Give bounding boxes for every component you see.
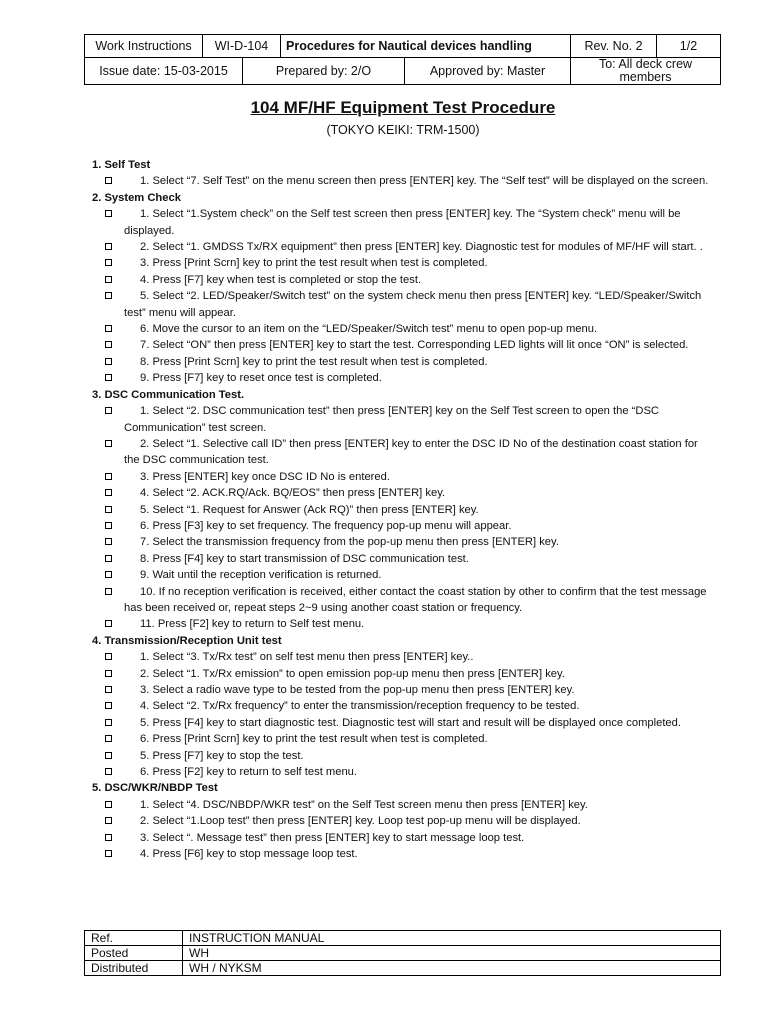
checklist-item xyxy=(92,206,714,239)
checklist-item xyxy=(92,272,714,288)
document-header-row2 xyxy=(84,57,721,85)
checklist-item xyxy=(92,469,714,485)
checkbox-icon[interactable] xyxy=(105,801,112,808)
checklist-item xyxy=(92,731,714,747)
checklist-item xyxy=(92,649,714,665)
doc-id-cell: WI-D-104 xyxy=(203,35,281,58)
document-header-table xyxy=(84,34,721,58)
checklist-item-text: 9. Press [F7] key to reset once test is completed. xyxy=(140,372,382,385)
prepared-by-cell: Prepared by: 2/O xyxy=(243,58,405,85)
checklist-item-text: 1. Select “3. Tx/Rx test” on self test menu then press [ENTER] key.. xyxy=(140,651,474,664)
checklist-item xyxy=(92,403,714,436)
checklist-item-text: 4. Select “2. ACK.RQ/Ack. BQ/EOS” then press [ENTER] key. xyxy=(140,487,446,500)
checklist-item-text: 10. If no reception verification is received, either contact the coast station by other to confirm that the test message has been received or, repeat steps 2~9 using another coast station or frequency. xyxy=(124,585,707,614)
checkbox-icon[interactable] xyxy=(105,768,112,775)
checklist-item-text: 5. Select “2. LED/Speaker/Switch test” on the system check menu then press [ENTER] key. “LED/Speaker/Switch test” menu will appear. xyxy=(124,290,702,319)
checklist-item xyxy=(92,354,714,370)
footer-label-posted: Posted xyxy=(85,946,183,961)
document-subtitle: (TOKYO KEIKI: TRM-1500) xyxy=(326,123,480,137)
checklist-item-text: 8. Press [Print Scrn] key to print the test result when test is completed. xyxy=(140,355,488,368)
checkbox-icon[interactable] xyxy=(105,489,112,496)
checklist-item xyxy=(92,764,714,780)
checklist-item xyxy=(92,813,714,829)
checklist-item-text: 2. Select “1.Loop test” then press [ENTER] key. Loop test pop-up menu will be displayed. xyxy=(140,815,581,828)
checkbox-icon[interactable] xyxy=(105,210,112,217)
section-heading: 1. Self Test xyxy=(92,159,151,171)
checklist-item xyxy=(92,846,714,862)
checklist-item-text: 3. Select a radio wave type to be tested from the pop-up menu then press [ENTER] key. xyxy=(140,684,575,696)
checklist-item-text: 7. Select the transmission frequency from the pop-up menu then press [ENTER] key. xyxy=(140,536,559,549)
checklist-item xyxy=(92,485,714,501)
checklist-item-text: 9. Wait until the reception verification is returned. xyxy=(140,569,382,582)
footer-value-distributed: WH / NYKSM xyxy=(183,961,721,976)
checklist-item-text: 7. Select “ON” then press [ENTER] key to start the test. Corresponding LED lights will lit once “ON” is selected. xyxy=(140,339,689,352)
checklist-item xyxy=(92,567,714,583)
checkbox-icon[interactable] xyxy=(105,817,112,824)
checklist-item-text: 4. Press [F7] key when test is completed or stop the test. xyxy=(140,273,422,286)
checklist-item xyxy=(92,797,714,813)
checkbox-icon[interactable] xyxy=(105,752,112,759)
checklist-item xyxy=(92,370,714,386)
page-number-cell: 1/2 xyxy=(657,35,721,58)
checklist-item xyxy=(92,173,714,189)
revision-cell: Rev. No. 2 xyxy=(571,35,657,58)
checkbox-icon[interactable] xyxy=(105,834,112,841)
checklist-item xyxy=(92,698,714,714)
checkbox-icon[interactable] xyxy=(105,325,112,332)
section-heading: 4. Transmission/Reception Unit test xyxy=(92,634,282,647)
checklist-item-text: 5. Press [F7] key to stop the test. xyxy=(140,749,304,762)
checklist-item-text: 6. Press [Print Scrn] key to print the test result when test is completed. xyxy=(140,733,488,746)
checklist-item-text: 1. Select “2. DSC communication test” then press [ENTER] key on the Self Test screen to open the “DSC Communication” test screen. xyxy=(124,405,659,434)
distribution-cell: To: All deck crew members xyxy=(571,58,721,85)
section-heading: 3. DSC Communication Test. xyxy=(92,388,245,401)
checkbox-icon[interactable] xyxy=(105,571,112,578)
checklist-item-text: 5. Press [F4] key to start diagnostic test. Diagnostic test will start and result will be displayed once completed. xyxy=(140,716,681,729)
checkbox-icon[interactable] xyxy=(105,686,112,693)
doc-type-cell: Work Instructions xyxy=(85,35,203,58)
document-title: 104 MF/HF Equipment Test Procedure xyxy=(250,98,556,117)
checklist-item xyxy=(92,239,714,255)
checklist-item-text: 6. Press [F2] key to return to self test menu. xyxy=(140,766,358,779)
checkbox-icon[interactable] xyxy=(105,850,112,857)
checkbox-icon[interactable] xyxy=(105,407,112,414)
checklist-item xyxy=(92,436,714,469)
footer-label-distributed: Distributed xyxy=(85,961,183,976)
checklist-item-text: 1. Select “1.System check” on the Self test screen then press [ENTER] key. The “System check” menu will be displayed. xyxy=(124,208,681,237)
checklist-item-text: 3. Select “. Message test” then press [ENTER] key to start message loop test. xyxy=(140,831,525,844)
checkbox-icon[interactable] xyxy=(105,670,112,677)
checkbox-icon[interactable] xyxy=(105,440,112,447)
checklist-item xyxy=(92,551,714,567)
checklist-item xyxy=(92,666,714,682)
section-heading: 2. System Check xyxy=(92,191,181,204)
checklist-item xyxy=(92,337,714,353)
checklist-item xyxy=(92,502,714,518)
checklist-item-text: 2. Select “1. GMDSS Tx/RX equipment” then press [ENTER] key. Diagnostic test for modules of MF/HF will start. . xyxy=(140,241,703,254)
checklist-item xyxy=(92,518,714,534)
checklist-item xyxy=(92,288,714,321)
checklist-item xyxy=(92,534,714,550)
approved-by-cell: Approved by: Master xyxy=(405,58,571,85)
checklist-item-text: 3. Press [Print Scrn] key to print the test result when test is completed. xyxy=(140,257,488,270)
checklist-item xyxy=(92,830,714,846)
checkbox-icon[interactable] xyxy=(105,341,112,348)
footer-label-ref: Ref. xyxy=(85,931,183,946)
checkbox-icon[interactable] xyxy=(105,292,112,299)
footer-value-ref: INSTRUCTION MANUAL xyxy=(183,931,721,946)
checkbox-icon[interactable] xyxy=(105,259,112,266)
checklist-item xyxy=(92,616,714,632)
checkbox-icon[interactable] xyxy=(105,588,112,595)
checkbox-icon[interactable] xyxy=(105,719,112,726)
checklist-item xyxy=(92,682,714,698)
checklist-item-text: 6. Move the cursor to an item on the “LED/Speaker/Switch test” menu to open pop-up menu. xyxy=(140,323,598,336)
checklist-item-text: 1. Select “7. Self Test” on the menu screen then press [ENTER] key. The “Self test” will be displayed on the screen. xyxy=(140,175,709,188)
document-footer-table xyxy=(84,930,721,976)
checkbox-icon[interactable] xyxy=(105,702,112,709)
checklist-item-text: 2. Select “1. Tx/Rx emission” to open emission pop-up menu then press [ENTER] key. xyxy=(140,667,565,680)
checklist-item-text: 6. Press [F3] key to set frequency. The frequency pop-up menu will appear. xyxy=(140,519,512,532)
checklist-item xyxy=(92,584,714,617)
checklist-item-text: 4. Press [F6] key to stop message loop test. xyxy=(140,848,358,861)
issue-date-cell: Issue date: 15-03-2015 xyxy=(85,58,243,85)
checklist-item-text: 11. Press [F2] key to return to Self test menu. xyxy=(140,618,365,631)
checkbox-icon[interactable] xyxy=(105,735,112,742)
checklist-item-text: 8. Press [F4] key to start transmission of DSC communication test. xyxy=(140,552,469,565)
checkbox-icon[interactable] xyxy=(105,522,112,529)
checklist-item xyxy=(92,321,714,337)
footer-value-posted: WH xyxy=(183,946,721,961)
checklist-item xyxy=(92,715,714,731)
checkbox-icon[interactable] xyxy=(105,358,112,365)
checklist-item-text: 4. Select “2. Tx/Rx frequency” to enter the transmission/reception frequency to be tested. xyxy=(140,700,580,713)
procedure-body xyxy=(92,157,714,862)
checkbox-icon[interactable] xyxy=(105,506,112,513)
checkbox-icon[interactable] xyxy=(105,374,112,381)
checkbox-icon[interactable] xyxy=(105,473,112,480)
checklist-item xyxy=(92,255,714,271)
section-heading: 5. DSC/WKR/NBDP Test xyxy=(92,782,218,795)
doc-title-cell: Procedures for Nautical devices handling xyxy=(281,35,571,58)
checkbox-icon[interactable] xyxy=(105,243,112,250)
checklist-item-text: 2. Select “1. Selective call ID” then press [ENTER] key to enter the DSC ID No of the destination coast station for the DSC communication test. xyxy=(124,437,698,467)
checklist-item-text: 3. Press [ENTER] key once DSC ID No is entered. xyxy=(140,470,390,483)
checkbox-icon[interactable] xyxy=(105,177,112,184)
checkbox-icon[interactable] xyxy=(105,538,112,545)
checkbox-icon[interactable] xyxy=(105,653,112,660)
checkbox-icon[interactable] xyxy=(105,276,112,283)
checkbox-icon[interactable] xyxy=(105,555,112,562)
checklist-item-text: 1. Select “4. DSC/NBDP/WKR test” on the Self Test screen menu then press [ENTER] key. xyxy=(140,798,588,811)
checklist-item-text: 5. Select “1. Request for Answer (Ack RQ)” then press [ENTER] key. xyxy=(140,503,479,516)
checkbox-icon[interactable] xyxy=(105,620,112,627)
checklist-item xyxy=(92,748,714,764)
